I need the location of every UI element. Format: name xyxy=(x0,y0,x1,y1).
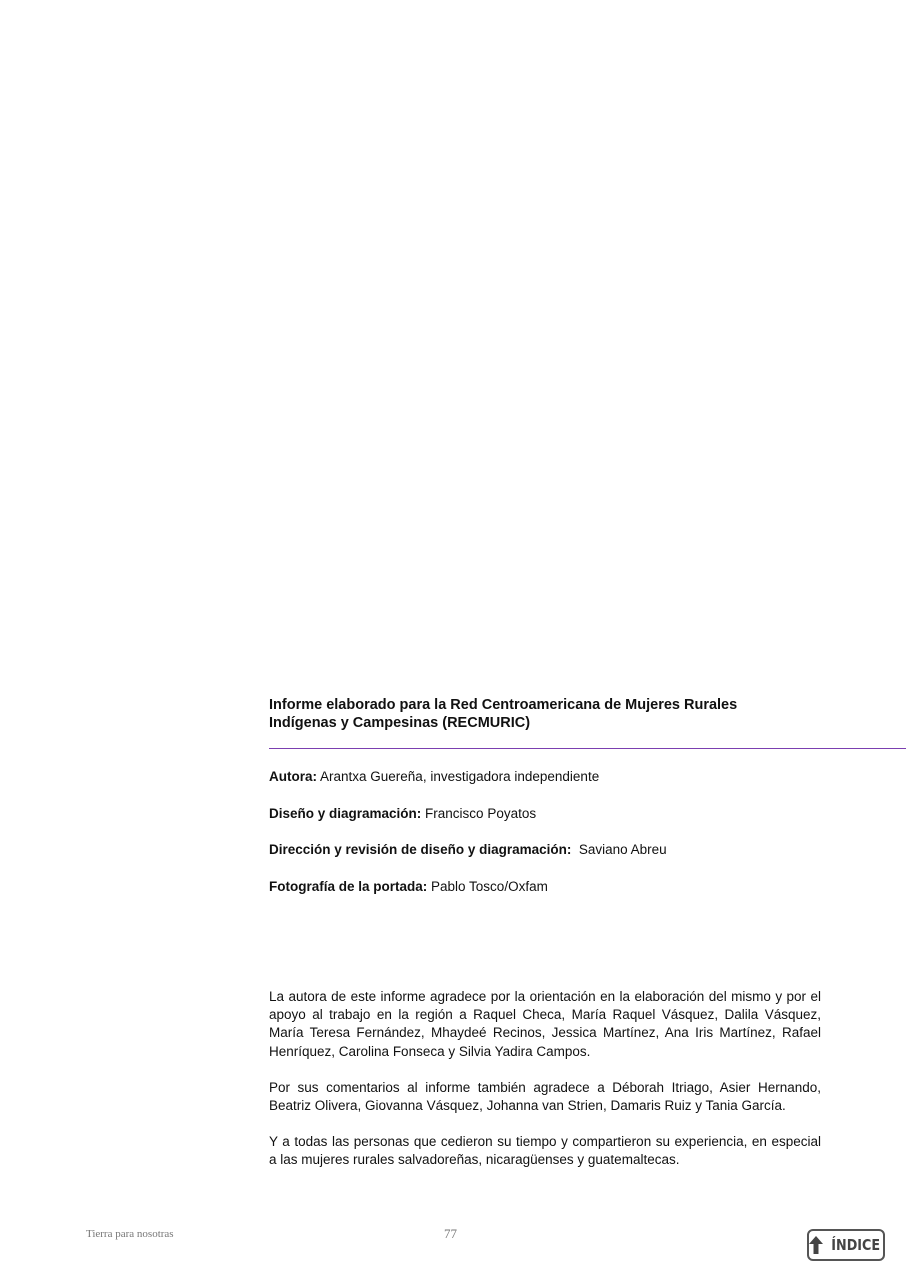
credit-value: Saviano Abreu xyxy=(571,842,667,857)
acknowledgements xyxy=(269,988,821,1188)
footer-publication-title: Tierra para nosotras xyxy=(86,1228,174,1240)
credits-list xyxy=(269,768,821,914)
acknowledgement-paragraph: Por sus comentarios al informe también agradece a Déborah Itriago, Asier Hernando, Beatriz Olivera, Giovanna Vásquez, Johanna van Strien, Damaris Ruiz y Tania García. xyxy=(269,1079,821,1114)
report-title-line-1: Informe elaborado para la Red Centroamericana de Mujeres Rurales xyxy=(269,697,738,713)
credit-label: Dirección y revisión de diseño y diagramación: xyxy=(269,842,572,857)
credit-cover-photo xyxy=(269,878,821,896)
credit-value: Pablo Tosco/Oxfam xyxy=(427,878,548,894)
credit-design xyxy=(269,805,821,823)
page-number: 77 xyxy=(444,1226,457,1241)
acknowledgement-paragraph: La autora de este informe agradece por la orientación en la elaboración del mismo y por el apoyo al trabajo en la región a Raquel Checa, María Raquel Vásquez, Dalila Vásquez, María Teresa Fernández, Mhaydeé Recinos, Jessica Martínez, Ana Iris Martínez, Rafael Henríquez, Carolina Fonseca y Silvia Yadira Campos. xyxy=(269,989,821,1059)
report-header xyxy=(269,696,821,732)
arrow-up-icon xyxy=(808,1235,824,1255)
report-title xyxy=(269,696,821,732)
acknowledgement-paragraph: Y a todas las personas que cedieron su tiempo y compartieron su experiencia, en especial a las mujeres rurales salvadoreñas, nicaragüenses y guatemaltecas. xyxy=(269,1134,821,1168)
credit-label: Fotografía de la portada: xyxy=(269,878,428,894)
credit-value: Francisco Poyatos xyxy=(421,805,537,821)
section-divider xyxy=(269,748,906,749)
credit-label: Autora: xyxy=(269,769,317,784)
report-title-line-2: Indígenas y Campesinas (RECMURIC) xyxy=(269,715,531,731)
index-button-label: ÍNDICE xyxy=(831,1236,880,1254)
credit-value: Arantxa Guereña, investigadora independiente xyxy=(317,769,600,784)
credit-author xyxy=(269,768,821,786)
credit-design-direction xyxy=(269,841,821,859)
credit-label: Diseño y diagramación: xyxy=(269,805,422,821)
index-button[interactable] xyxy=(807,1229,885,1261)
